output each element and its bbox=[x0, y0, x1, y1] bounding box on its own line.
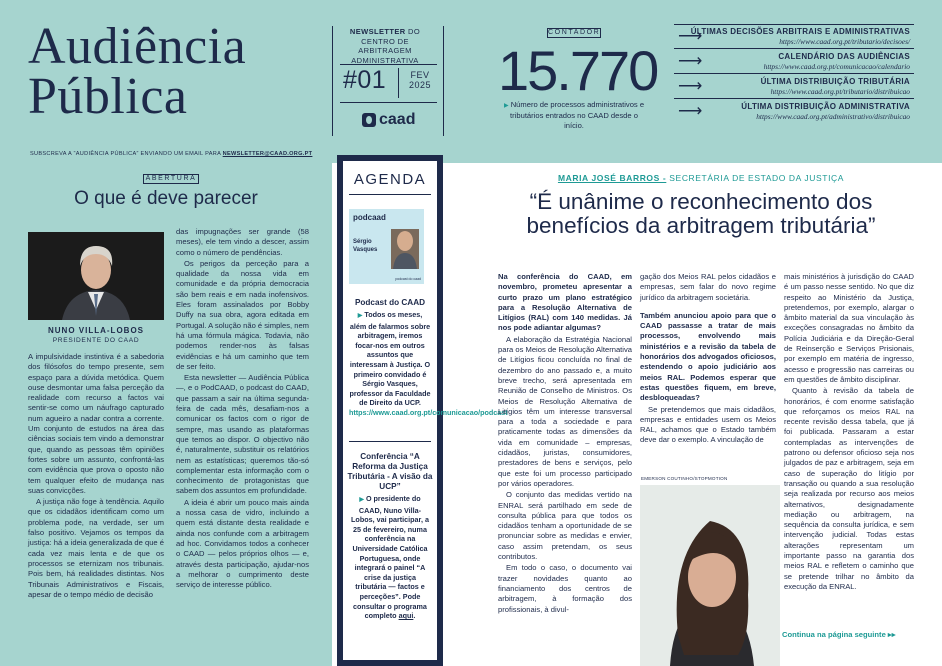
link-row-calendario[interactable] bbox=[674, 49, 914, 74]
agenda-item-conference-body: ▶ O presidente do CAAD, Nuno Villa-Lobos, vai participar, a 25 de fevereiro, numa conferência na Universidade Católica Portuguesa, onde integrará o painel “A crise da justiça tributária — factos e perceções”. Pode consultar o programa completo aqui. bbox=[351, 494, 429, 621]
link-url[interactable]: https://www.caad.org.pt/administrativo/distribuicao bbox=[756, 112, 910, 121]
link-row-distribuicao-tributaria[interactable] bbox=[674, 74, 914, 99]
podcast-logo-text: podcaad bbox=[353, 213, 386, 222]
interview-paragraph: gação dos Meios RAL pelos cidadãos e empresas, sem falar do novo regime jurídico da arbitragem societária. bbox=[640, 272, 776, 302]
interview-paragraph: A elaboração da Estratégia Nacional para os Meios de Resolução Alternativa de Litígios ficou concluída no final de dezembro do ano passado e, a muito breve trecho, será apresentada em Reunião de Conselho de Ministros. Os Meios de Resolução Alternativa de Litígios têm um interesse transversal para a toda a sociedade e para praticamente todas as dimensões da vida em comunidade – empresas, cidadãos, juristas, consumidores, prestadores de bens e serviços, pelo que este foi um processo participado por vários operadores. bbox=[498, 334, 632, 488]
header-divider-1 bbox=[332, 26, 333, 136]
author-photo-nuno bbox=[28, 232, 164, 320]
issue-year: 2025 bbox=[408, 80, 432, 90]
podcast-guest-last: Vasques bbox=[353, 247, 378, 253]
interview-column-3 bbox=[784, 272, 914, 592]
agenda-podcast-link[interactable]: https://www.caad.org.pt/comunicacao/podcast bbox=[349, 407, 508, 417]
issue-divider bbox=[398, 68, 399, 98]
link-title[interactable]: ÚLTIMA DISTRIBUIÇÃO ADMINISTRATIVA bbox=[741, 102, 910, 111]
issue-date bbox=[402, 70, 438, 90]
arrow-right-icon: ⟶ bbox=[678, 51, 703, 70]
quick-links bbox=[674, 24, 914, 124]
issue-rule-bottom bbox=[340, 102, 437, 103]
arrow-right-icon: ⟶ bbox=[678, 76, 703, 95]
header-band bbox=[0, 0, 942, 163]
agenda-item-conference-text: O presidente do CAAD, Nuno Villa-Lobos, vai participar, a 25 de fevereiro, numa conferência na Universidade Católica Portuguesa, onde integrará o painel “A crise da justiça tributária — factos e perceções”. Pode consultar o programa completo bbox=[351, 494, 429, 621]
agenda-title: AGENDA bbox=[353, 171, 427, 188]
newsletter-label-bold: NEWSLETTER bbox=[349, 27, 406, 36]
opening-paragraph: Os perigos da perceção para a qualidade da nossa vida em comunidade e da própria democracia são bem reais e em nada inofensivos. Eles foram assinalados por Bobby Duffy na sua obra, agora editada em Portugal. A solução não é simples, nem há uma fórmula mágica. Todavia, não podemos render-nos às falsas evidências e há um caminho que tem de ser feito. bbox=[176, 258, 309, 371]
header-divider-2 bbox=[443, 26, 444, 136]
arrow-right-icon: ⟶ bbox=[678, 101, 703, 120]
opening-heading: O que é deve parecer bbox=[74, 188, 258, 209]
opening-tag: ABERTURA bbox=[143, 174, 199, 184]
subscribe-note bbox=[30, 151, 312, 157]
interviewee-name: MARIA JOSÉ BARROS - bbox=[557, 173, 667, 183]
opening-column-1 bbox=[28, 352, 164, 600]
link-url[interactable]: https://www.caad.org.pt/tributario/decisoes/ bbox=[779, 37, 910, 46]
opening-column-2 bbox=[176, 227, 309, 590]
interview-paragraph: Em todo o caso, o documento vai trazer novidades quanto ao financiamento dos centros de arbitragem, à formação dos profissionais, à divul- bbox=[498, 563, 632, 614]
interviewee-photo bbox=[640, 485, 780, 666]
newsletter-label bbox=[335, 27, 435, 65]
photo-credit: EMERSON COUTINHO/STOPMOTION bbox=[641, 476, 728, 481]
link-row-distribuicao-administrativa[interactable] bbox=[674, 99, 914, 124]
arrow-right-icon: ⟶ bbox=[678, 26, 703, 45]
masthead-title bbox=[28, 18, 328, 125]
agenda-item-podcast-text: Todos os meses, além de falarmos sobre arbitragem, iremos focar-nos em outros assuntos que interessam à Justiça. O primeiro convidado é Sérgio Vasques, professor da Faculdade de Direito da UCP. bbox=[349, 310, 431, 408]
triangle-bullet-icon: ▶ bbox=[503, 103, 509, 109]
agenda-conference-link[interactable]: aqui bbox=[398, 611, 414, 621]
interview-paragraph: Quanto à revisão da tabela de honorários, é com enorme satisfação que reforçamos os meios RAL na recente revisão dessa tabela, que já foi publicada. Passaram a estar contempladas as intervenções de patrono ou defensor oficioso seja nos julgados de paz e arbitragem, seja em caso de superação do litígio por transação ou quando a sua resolução seja realizada por recurso aos meios alternativos, designadamente mediação ou arbitragem, na sequência da consulta jurídica, e sem intervenção judicial. Todas estas alterações representam um importante passo na garantia dos meios RAL e refletem o caminho que se pretende trilhar no âmbito da execução da ENRAL. bbox=[784, 386, 914, 591]
counter-label: CONTADOR bbox=[548, 29, 601, 36]
agenda-box bbox=[337, 155, 508, 666]
masthead-line-1: Audiência bbox=[28, 18, 247, 75]
interview-byline bbox=[470, 173, 932, 183]
author-role: PRESIDENTE DO CAAD bbox=[52, 337, 140, 344]
interview-paragraph: mais ministérios à jurisdição do CAAD é um passo nesse sentido. No que diz respeito ao Ministério da Justiça, pretendemos, por exemplo, alargar o âmbito material da sua vinculação às exceções consagradas no âmbito da Polícia Judiciária e da Direção-Geral de Reinserção e Serviços Prisionais, por exemplo em matéria de ingresso, acesso e progressão nas carreiras ou em questões de âmbito disciplinar. bbox=[784, 272, 914, 384]
double-arrow-icon: ▸▸ bbox=[887, 630, 896, 639]
subscribe-email-link[interactable]: NEWSLETTER@CAAD.ORG.PT bbox=[222, 151, 313, 157]
podcast-badge: podcast do caad bbox=[395, 277, 421, 281]
agenda-title-rule bbox=[349, 194, 431, 195]
opening-paragraph: das impugnações ser grande (58 meses), ele tem vindo a descer, assim como o número de pendências. bbox=[176, 227, 309, 257]
interview-question: Também anunciou apoio para que o CAAD passasse a tratar de mais processos, envolvendo mais ministérios e a revisão da tabela de honorários dos advogados oficiosos, estendendo o apoio judiciário aos meios RAL. Podemos esperar que estas questões fiquem, em breve, desbloqueadas? bbox=[640, 310, 776, 403]
opening-paragraph: Esta newsletter — Audiência Pública —, e o PodCAAD, o podcast do CAAD, que passam a sair na última segunda-feira de cada mês, desafiam-nos a comunicar os factos com o rigor de sempre, mas usando as plataformas que temos ao dispor. O objectivo não é, naturalmente, substituir os relatórios nem as estatísticas; queremos tão-só complementar esta informação com o conhecimento de protagonistas que sabem dos assuntos em profundidade. bbox=[176, 373, 309, 496]
agenda-item-podcast-body bbox=[349, 310, 508, 418]
link-row-decisoes[interactable] bbox=[674, 24, 914, 49]
issue-rule-top bbox=[340, 64, 437, 65]
agenda-separator bbox=[349, 441, 431, 442]
link-title[interactable]: ÚLTIMA DISTRIBUIÇÃO TRIBUTÁRIA bbox=[760, 77, 910, 86]
interviewee-role: SECRETÁRIA DE ESTADO DA JUSTIÇA bbox=[666, 173, 845, 183]
link-url[interactable]: https://www.caad.org.pt/tributario/distribuicao bbox=[770, 87, 910, 96]
interview-headline-quote: “É unânime o reconhecimento dos benefícios da arbitragem tributária” bbox=[526, 189, 876, 238]
podcast-guest-first: Sérgio bbox=[353, 239, 372, 245]
issue-month: FEV bbox=[410, 70, 430, 80]
link-title[interactable]: ÚLTIMAS DECISÕES ARBITRAIS E ADMINISTRATIVAS bbox=[690, 27, 910, 36]
opening-paragraph: A ideia é abrir um pouco mais ainda a nossa casa de vidro, incluindo a quem está distante desta realidade e ainda nos confunde com a arbitragem ad hoc. Convidamos todos a conhecer o CAAD — pelos próprios olhos — e, através desta participação, ajudar-nos a melhorar o cumprimento deste serviço de interesse público. bbox=[176, 497, 309, 590]
interview-column-1 bbox=[498, 272, 632, 615]
interview-question: Na conferência do CAAD, em novembro, prometeu apresentar a curto prazo um plano estratégico para a Resolução Alternativa de Litígios (RAL) com 140 medidas. Já nos pode adiantar algumas? bbox=[498, 272, 632, 333]
opening-paragraph: A impulsividade instintiva é a sabedoria dos filósofos do tempo presente, sem espaço para a dúvida metódica. Quem ouse desmontar uma falsa perceção da realidade com recurso a factos vai sentir-se como um náufrago capturado num agueiro a nadar contra a corrente. Um conjunto de estudos na área das ciências sociais tem vindo a demonstrar que, quando as pessoas têm opiniões fortes sobre um assunto, confrontá-las com evidência que prova o oposto não tem qualquer efeito de mudança nas suas convicções. bbox=[28, 352, 164, 495]
caad-logo-icon bbox=[362, 113, 376, 127]
author-name: NUNO VILLA-LOBOS bbox=[48, 326, 144, 335]
links-rule-top bbox=[674, 24, 914, 25]
counter-description bbox=[500, 100, 648, 131]
subscribe-text: SUBSCREVA A “AUDIÊNCIA PÚBLICA” ENVIANDO UM EMAIL PARA bbox=[30, 151, 221, 157]
caad-logo bbox=[362, 112, 415, 128]
counter-value: 15.770 bbox=[498, 39, 658, 102]
portrait-maria-svg bbox=[640, 485, 780, 666]
triangle-bullet-icon: ▶ bbox=[357, 313, 363, 319]
agenda-item-conference-title: Conferência “A Reforma da Justiça Tributária - A visão da UCP” bbox=[347, 452, 433, 491]
continue-link[interactable] bbox=[782, 630, 896, 639]
newsletter-label-rest: DO CENTRO DE ARBITRAGEM ADMINISTRATIVA bbox=[351, 27, 421, 65]
counter-description-text: Número de processos administrativos e tributários entrados no CAAD desde o início. bbox=[510, 100, 645, 130]
agenda-item-podcast-title: Podcast do CAAD bbox=[354, 298, 426, 307]
continue-text[interactable]: Continua na página seguinte bbox=[782, 630, 886, 639]
caad-logo-text: caad bbox=[379, 111, 416, 128]
triangle-bullet-icon: ▶ bbox=[359, 497, 364, 503]
opening-paragraph: A justiça não foge à tendência. Aquilo que os cidadãos identificam como um problema pode, na verdade, ser um falso positivo. Vejamos os tempos da justiça: há a ideia generalizada de que é cada vez mais lenta e de que os processos se eternizam nos tribunais. Pois bem, há realidades distintas. Nos Tribunais Administrativos e Fiscais, apesar de o tempo médio de decisão bbox=[28, 497, 164, 599]
link-title[interactable]: CALENDÁRIO DAS AUDIÊNCIAS bbox=[778, 52, 910, 61]
issue-number: #01 bbox=[343, 66, 387, 94]
link-url[interactable]: https://www.caad.org.pt/comunicacao/calendario bbox=[763, 62, 910, 71]
interview-column-2 bbox=[640, 272, 776, 446]
portrait-nuno-svg bbox=[28, 232, 164, 320]
interview-paragraph: O conjunto das medidas vertido na ENRAL será partilhado em sede de consulta pública para que todos os cidadãos tenham a oportunidade de se pronunciar sobre as medidas e envier, caso assim pretendam, os seus contributos. bbox=[498, 490, 632, 562]
podcast-cover-image[interactable] bbox=[349, 209, 424, 284]
masthead-line-2: Pública bbox=[28, 68, 188, 125]
interview-paragraph: Se pretendemos que mais cidadãos, empresas e entidades usem os Meios RAL, achamos que o Estado também deve dar o exemplo. A vinculação de bbox=[640, 404, 776, 445]
